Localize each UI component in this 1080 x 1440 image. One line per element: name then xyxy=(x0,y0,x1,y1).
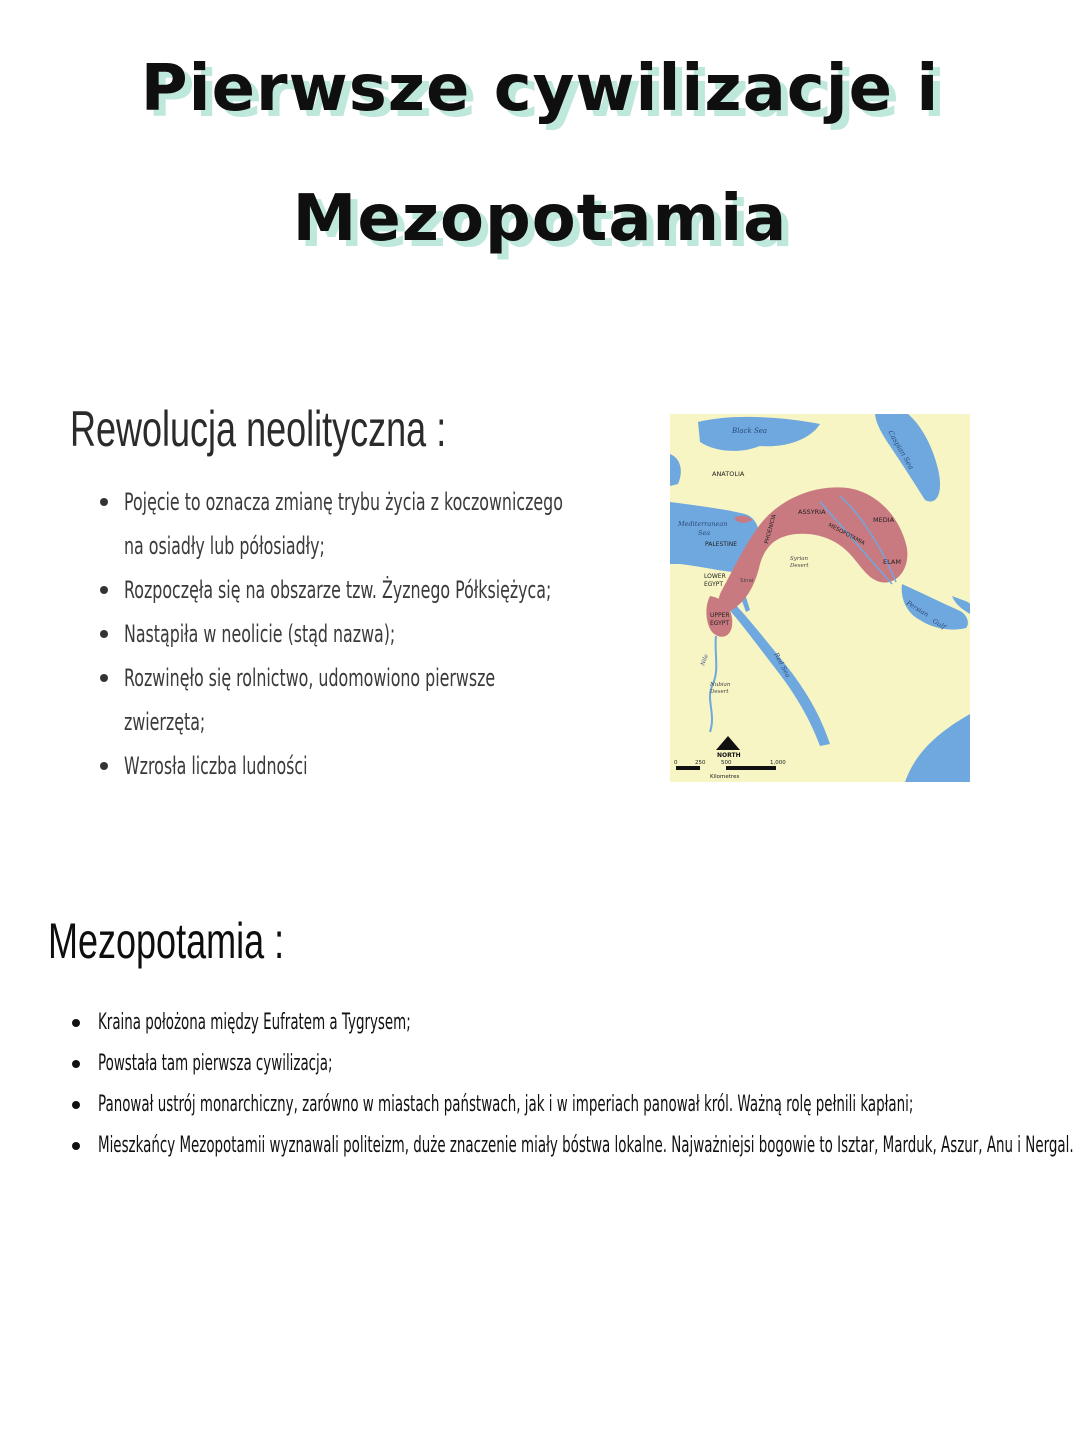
map-label-persian-gulf: Gulf xyxy=(930,616,947,632)
list-item-continuation: zwierzęta; xyxy=(124,708,206,736)
map-label-sinai: Sinai xyxy=(740,578,754,584)
list-item: Mieszkańcy Mezopotamii wyznawali politeizm, duże znaczenie miały bóstwa lokalne. Najważniejsi bogowie to Isztar, Marduk, Aszur, Anu i Nergal. xyxy=(72,1125,1062,1166)
bullet-icon xyxy=(100,674,108,682)
map-label-syrian: Syrian xyxy=(790,556,809,562)
map-label-north: NORTH xyxy=(717,752,741,759)
map-label-kilometres: Kilometres xyxy=(710,774,740,780)
map-label-media: MEDIA xyxy=(873,516,895,524)
map-label-red-sea: Red Sea xyxy=(772,651,793,679)
list-item: Powstała tam pierwsza cywilizacja; xyxy=(72,1043,1062,1084)
map-label-persian: Persian xyxy=(904,598,930,619)
map-label-elam: ELAM xyxy=(883,558,901,566)
neolithic-heading: Rewolucja neolityczna : xyxy=(70,401,447,457)
map-scale-0: 0 xyxy=(674,760,678,766)
bullet-icon xyxy=(72,1101,80,1109)
map-label-mediterranean-sea: Sea xyxy=(698,529,711,537)
list-item: Kraina położona między Eufratem a Tygrysem; xyxy=(72,1002,1062,1043)
list-item: Panował ustrój monarchiczny, zarówno w miastach państwach, jak i w imperiach panował król. Ważną rolę pełnili kapłani; xyxy=(72,1084,1062,1125)
map-label-anatolia: ANATOLIA xyxy=(712,470,745,478)
page-title-line-2: Mezopotamia xyxy=(292,182,788,256)
bullet-icon xyxy=(100,498,108,506)
list-item: Nastąpiła w neolicie (stąd nazwa); xyxy=(100,612,560,656)
map-svg xyxy=(670,414,970,782)
map-label-nubian: Nubian xyxy=(710,682,731,688)
bullet-icon xyxy=(72,1019,80,1027)
list-item: Rozwinęło się rolnictwo, udomowiono pierwsze xyxy=(100,656,560,700)
map-label-lower-egypt: EGYPT xyxy=(704,581,724,588)
bullet-icon xyxy=(72,1060,80,1068)
bullet-icon xyxy=(100,630,108,638)
map-label-mediterranean: Mediterranean xyxy=(678,520,728,528)
list-item-continuation: na osiadły lub półosiadły; xyxy=(124,532,325,560)
mesopotamia-heading: Mezopotamia : xyxy=(48,913,285,969)
bullet-icon xyxy=(100,762,108,770)
neolithic-list xyxy=(100,480,563,788)
map-label-upper-egypt: EGYPT xyxy=(710,620,730,627)
list-item: Pojęcie to oznacza zmianę trybu życia z koczowniczego xyxy=(100,480,560,524)
list-item: Wzrosła liczba ludności xyxy=(100,744,560,788)
map-scale-250: 250 xyxy=(695,760,706,766)
map-label-lower: LOWER xyxy=(704,573,726,580)
bullet-icon xyxy=(100,586,108,594)
map-label-black-sea: Black Sea xyxy=(732,427,768,435)
map-scale-500: 500 xyxy=(721,760,732,766)
map-label-nile: Nile xyxy=(700,653,710,667)
map-label-palestine: PALESTINE xyxy=(705,541,737,548)
page-title-line-1: Pierwsze cywilizacje i xyxy=(140,52,940,126)
fertile-crescent-map xyxy=(670,414,970,782)
map-label-caspian-sea: Caspian Sea xyxy=(886,429,916,471)
bullet-icon xyxy=(72,1142,80,1150)
map-label-assyria: ASSYRIA xyxy=(798,508,826,516)
map-label-nubian-desert: Desert xyxy=(710,689,729,695)
list-item: Rozpoczęła się na obszarze tzw. Żyznego Półksiężyca; xyxy=(100,568,560,612)
map-label-syrian-desert: Desert xyxy=(790,563,809,569)
map-label-mesopotamia: MESOPOTAMIA xyxy=(827,522,866,547)
map-scale-1000: 1,000 xyxy=(770,760,786,766)
mesopotamia-list xyxy=(72,1002,1074,1166)
map-label-phoenicia: PHOENICIA xyxy=(764,513,778,545)
map-label-upper: UPPER xyxy=(710,612,730,619)
scale-bar-segment xyxy=(700,766,726,770)
